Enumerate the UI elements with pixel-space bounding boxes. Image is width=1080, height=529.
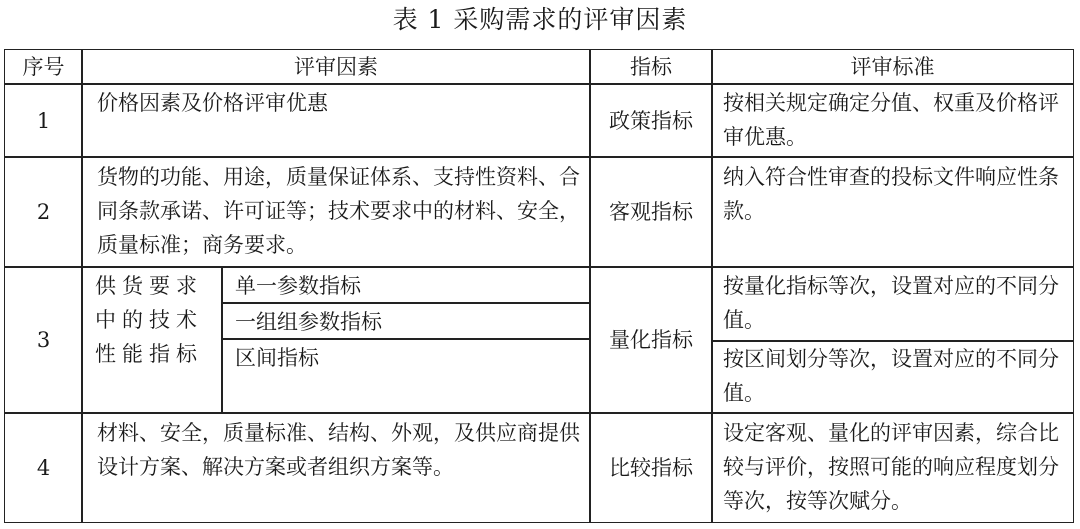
row2-indicator: 客观指标 [609,200,693,224]
row2-factor: 货物的功能、用途，质量保证体系、支持性资料、合同条款承诺、许可证等；技术要求中的材料、安全，质量标准；商务要求。 [97,165,580,257]
row4-standard: 设定客观、量化的评审因素，综合比较与评价，按照可能的响应程度划分等次，按等次赋分。 [723,421,1059,513]
row3-sub-factor-3: 区间指标 [235,346,319,370]
header-indicator: 指标 [630,55,672,79]
header-factor: 评审因素 [294,55,378,79]
row3-standard-2: 按区间划分等次，设置对应的不同分值。 [723,347,1059,405]
row2-divider [5,266,1073,268]
header-no: 序号 [22,55,65,79]
row4-indicator: 比较指标 [609,455,693,480]
sub-col-divider [221,266,223,412]
row3-divider [5,412,1073,414]
row1-factor: 价格因素及价格评审优惠 [97,91,328,115]
row4-factor: 材料、安全，质量标准、结构、外观，及供应商提供设计方案、解决方案或者组织方案等。 [97,421,580,479]
row3-no: 3 [36,328,51,352]
row3-standard-1: 按量化指标等次，设置对应的不同分值。 [723,274,1059,332]
table-title: 表 1 采购需求的评审因素 [392,5,688,34]
row3-sub-factor-2: 一组组参数指标 [235,310,382,334]
row1-no: 1 [36,108,51,133]
row2-no: 2 [36,200,51,224]
row3-indicator: 量化指标 [609,328,693,352]
row2-standard: 纳入符合性审查的投标文件响应性条款。 [723,165,1059,223]
row1-standard: 按相关规定确定分值、权重及价格评审优惠。 [723,91,1059,149]
row1-divider [5,156,1073,158]
row4-no: 4 [36,455,51,480]
evaluation-table [4,49,1074,523]
row3-sub-factor-1: 单一参数指标 [235,274,361,298]
header-standard: 评审标准 [850,55,935,79]
row3-factor-group: 供货要求中的技术性能指标 [95,274,203,366]
row1-indicator: 政策指标 [609,108,693,133]
